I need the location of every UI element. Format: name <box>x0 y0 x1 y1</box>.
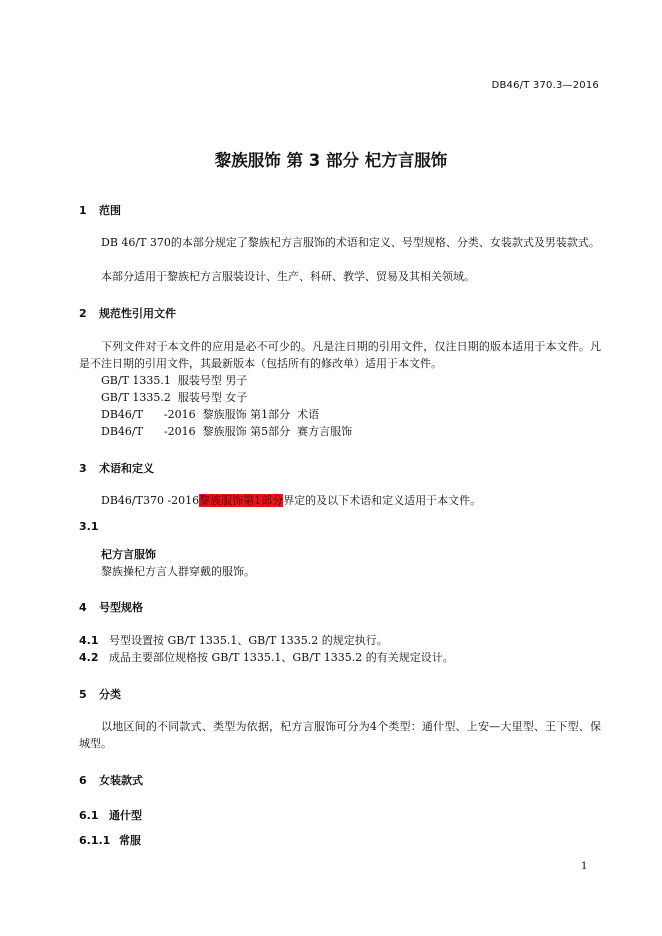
section-2-heading <box>79 305 176 321</box>
clause-4-2 <box>79 649 454 666</box>
clause-number: 4.1 <box>79 634 99 647</box>
subsection-number: 6.1 <box>79 809 99 822</box>
clause-number: 4.2 <box>79 651 99 664</box>
section-number: 1 <box>79 204 87 217</box>
section-1-heading <box>79 202 121 218</box>
section-number: 4 <box>79 601 87 614</box>
clause-text: 号型设置按 GB/T 1335.1、GB/T 1335.2 的规定执行。 <box>109 634 388 647</box>
paragraph-prefix: DB46/T370 -2016 <box>101 494 200 507</box>
section-1-paragraph-2: 本部分适用于黎族杞方言服装设计、生产、科研、教学、贸易及其相关领域。 <box>101 270 475 283</box>
section-title: 范围 <box>99 204 121 217</box>
section-5-paragraph: 以地区间的不同款式、类型为依据，杞方言服饰可分为4个类型：通什型、上安—大里型、王下型、保城型。 <box>79 720 601 750</box>
subsection-3-1-number: 3.1 <box>79 520 99 533</box>
section-title: 规范性引用文件 <box>99 307 176 320</box>
section-title: 分类 <box>99 688 121 701</box>
section-5-heading <box>79 686 121 702</box>
document-code: DB46/T 370.3—2016 <box>491 80 599 91</box>
section-3-paragraph <box>101 492 481 509</box>
subsection-6-1 <box>79 807 142 823</box>
section-title: 号型规格 <box>99 601 143 614</box>
term-name: 杞方言服饰 <box>101 548 156 561</box>
section-title: 术语和定义 <box>99 462 154 475</box>
section-number: 6 <box>79 774 87 787</box>
subsection-title: 常服 <box>119 834 141 847</box>
subsection-number: 6.1.1 <box>79 834 111 847</box>
section-number: 2 <box>79 307 87 320</box>
section-number: 3 <box>79 462 87 475</box>
reference-item: DB46/T -2016 黎族服饰 第1部分 术语 <box>101 408 320 421</box>
document-title: 黎族服饰 第 3 部分 杞方言服饰 <box>214 151 448 170</box>
page-number: 1 <box>581 861 588 872</box>
section-1-paragraph-1: DB 46/T 370的本部分规定了黎族杞方言服饰的术语和定义、号型规格、分类、女装款式及男装款式。 <box>101 236 600 249</box>
section-3-heading <box>79 460 154 476</box>
subsection-title: 通什型 <box>109 809 142 822</box>
section-6-heading <box>79 772 143 788</box>
reference-item: GB/T 1335.2 服装号型 女子 <box>101 391 248 404</box>
clause-4-1 <box>79 632 388 649</box>
section-2-paragraph: 下列文件对于本文件的应用是必不可少的。凡是注日期的引用文件，仅注日期的版本适用于本文件。凡是不注日期的引用文件，其最新版本（包括所有的修改单）适用于本文件。 <box>79 340 601 370</box>
section-title: 女装款式 <box>99 774 143 787</box>
term-definition: 黎族操杞方言人群穿戴的服饰。 <box>101 565 255 578</box>
reference-item: GB/T 1335.1 服装号型 男子 <box>101 374 248 387</box>
highlighted-text: 黎族服饰第1部分 <box>199 494 284 507</box>
section-number: 5 <box>79 688 87 701</box>
clause-text: 成品主要部位规格按 GB/T 1335.1、GB/T 1335.2 的有关规定设计。 <box>109 651 454 664</box>
paragraph-suffix: 界定的及以下术语和定义适用于本文件。 <box>283 494 482 507</box>
subsection-6-1-1 <box>79 832 141 848</box>
reference-item: DB46/T -2016 黎族服饰 第5部分 赛方言服饰 <box>101 425 353 438</box>
section-4-heading <box>79 599 143 615</box>
